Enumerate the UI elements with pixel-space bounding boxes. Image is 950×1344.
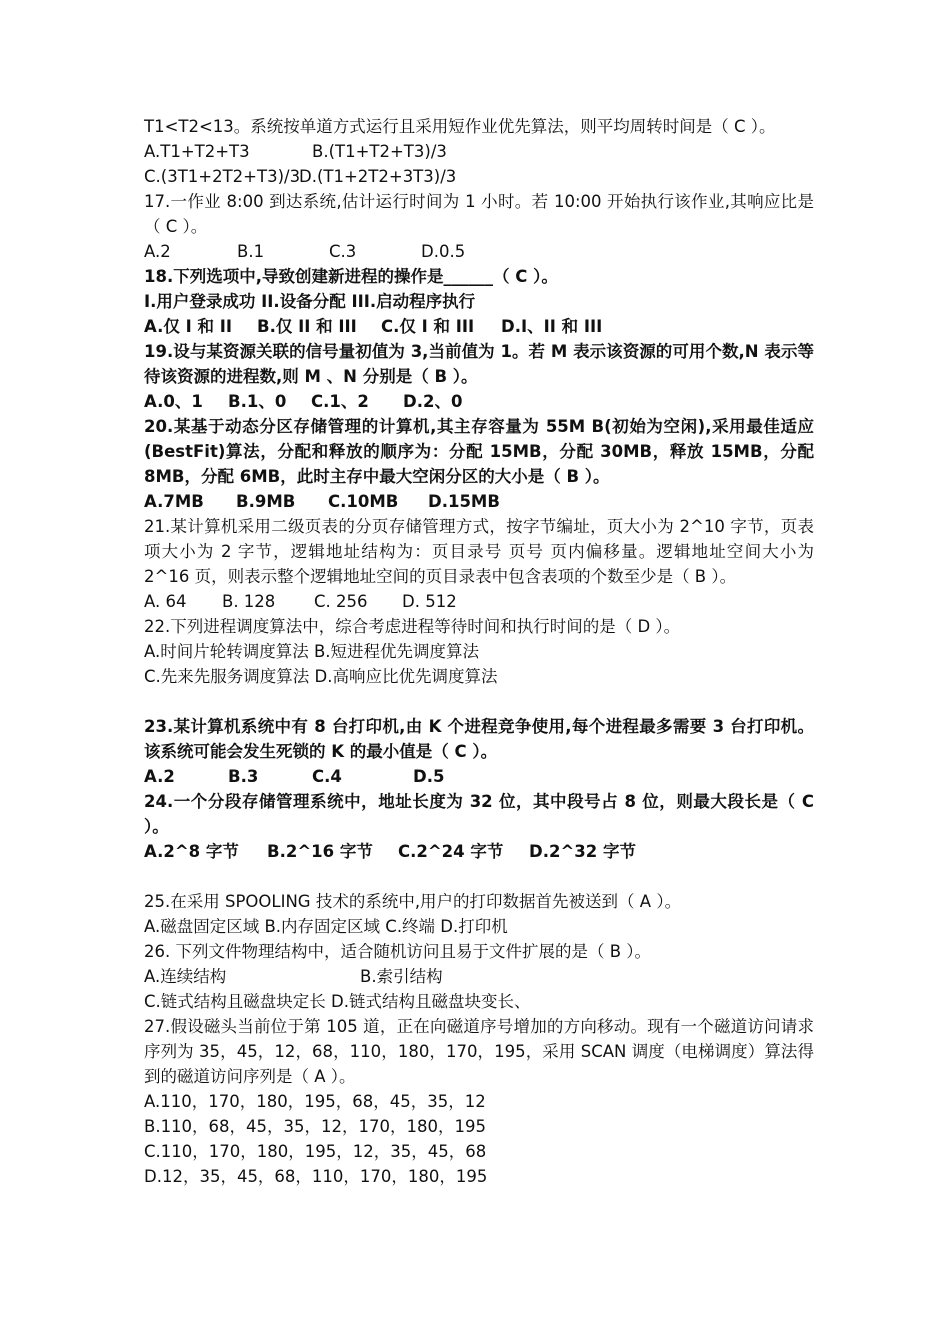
- answer-options: [144, 589, 814, 614]
- text-line: A.磁盘固定区域 B.内存固定区域 C.终端 D.打印机: [144, 917, 508, 936]
- answer-option: A.0、1: [144, 392, 203, 411]
- answer-option: B.(T1+T2+T3)/3: [312, 142, 447, 161]
- text-line: A.时间片轮转调度算法 B.短进程优先调度算法: [144, 642, 480, 661]
- answer-option: C.3: [329, 242, 357, 261]
- answer-options: [144, 389, 814, 414]
- answer-option: A.2: [144, 767, 175, 786]
- answer-options: [144, 139, 814, 164]
- text-line: C.先来先服务调度算法 D.高响应比优先调度算法: [144, 667, 498, 686]
- answer-option: C.10MB: [328, 492, 399, 511]
- blank-line: [144, 864, 814, 889]
- blank-line: [144, 689, 814, 714]
- answer-option: D.I、II 和 III: [501, 317, 603, 336]
- answer-option: B.3: [228, 767, 259, 786]
- answer-option: D.2、0: [403, 392, 463, 411]
- answer-option: B. 128: [222, 592, 276, 611]
- answer-option: A.2: [144, 242, 171, 261]
- answer-options: [144, 839, 814, 864]
- answer-option: B.仅 II 和 III: [257, 317, 357, 336]
- answer-option: D.(T1+2T2+3T3)/3: [299, 167, 457, 186]
- answer-options: [144, 314, 814, 339]
- answer-option: B.2^16 字节: [267, 842, 373, 861]
- answer-option: D.0.5: [421, 242, 466, 261]
- answer-options: [144, 489, 814, 514]
- text-line: 17.一作业 8:00 到达系统,估计运行时间为 1 小时。若 10:00 开始执行该作业,其响应比是（ C ）。: [144, 192, 814, 236]
- answer-options: [144, 764, 814, 789]
- text-line: 25.在采用 SPOOLING 技术的系统中,用户的打印数据首先被送到（ A ）。: [144, 892, 682, 911]
- answer-options: [144, 164, 814, 189]
- answer-option: A.2^8 字节: [144, 842, 239, 861]
- text-line: 21.某计算机采用二级页表的分页存储管理方式，按字节编址，页大小为 2^10 字节，页表项大小为 2 字节，逻辑地址结构为：页目录号 页号 页内偏移量。逻辑地址空间大小为 2^16 页，则表示整个逻辑地址空间的页目录表中包含表项的个数至少是（ B ）。: [144, 517, 814, 586]
- answer-option: A.7MB: [144, 492, 204, 511]
- answer-option: B.1、0: [228, 392, 287, 411]
- text-line: I.用户登录成功 II.设备分配 III.启动程序执行: [144, 292, 476, 311]
- text-line: C.链式结构且磁盘块定长 D.链式结构且磁盘块变长、: [144, 992, 531, 1011]
- answer-option: C.4: [312, 767, 342, 786]
- answer-option: A.T1+T2+T3: [144, 142, 250, 161]
- text-line: C.110，170，180，195，12，35，45，68: [144, 1142, 487, 1161]
- answer-option: B.9MB: [236, 492, 296, 511]
- text-line: T1<T2<13。系统按单道方式运行且采用短作业优先算法，则平均周转时间是（ C ）。: [144, 117, 776, 136]
- answer-option: D. 512: [402, 592, 457, 611]
- answer-option: D.5: [413, 767, 445, 786]
- answer-option: D.15MB: [428, 492, 500, 511]
- answer-option: C.1、2: [311, 392, 369, 411]
- text-line: 26. 下列文件物理结构中，适合随机访问且易于文件扩展的是（ B ）。: [144, 942, 652, 961]
- text-line: 24.一个分段存储管理系统中，地址长度为 32 位，其中段号占 8 位，则最大段长是（ C ）。: [144, 792, 814, 836]
- answer-options: [144, 964, 814, 989]
- answer-option: A. 64: [144, 592, 187, 611]
- text-line: 19.设与某资源关联的信号量初值为 3,当前值为 1。若 M 表示该资源的可用个数,N 表示等待该资源的进程数,则 M 、N 分别是（ B ）。: [144, 342, 814, 386]
- answer-option: B.1: [237, 242, 265, 261]
- exam-questions: [144, 114, 814, 1189]
- answer-options: [144, 239, 814, 264]
- answer-option: B.索引结构: [360, 967, 443, 986]
- text-line: B.110，68，45，35，12，170，180，195: [144, 1117, 487, 1136]
- text-line: A.110，170，180，195，68，45，35，12: [144, 1092, 486, 1111]
- answer-option: A.仅 I 和 II: [144, 317, 232, 336]
- answer-option: C. 256: [314, 592, 368, 611]
- text-line: 18.下列选项中,导致创建新进程的操作是______（ C ）。: [144, 267, 558, 286]
- text-line: 20.某基于动态分区存储管理的计算机,其主存容量为 55M B(初始为空闲),采用最佳适应(BestFit)算法，分配和释放的顺序为：分配 15MB，分配 30MB，释放 15MB，分配 8MB，分配 6MB，此时主存中最大空闲分区的大小是（ B ）。: [144, 417, 814, 486]
- text-line: D.12，35，45，68，110，170，180，195: [144, 1167, 488, 1186]
- answer-option: A.连续结构: [144, 967, 227, 986]
- answer-option: C.(3T1+2T2+T3)/3: [144, 167, 301, 186]
- answer-option: C.仅 I 和 III: [381, 317, 475, 336]
- text-line: 23.某计算机系统中有 8 台打印机,由 K 个进程竞争使用,每个进程最多需要 3 台打印机。该系统可能会发生死锁的 K 的最小值是（ C ）。: [144, 717, 814, 761]
- answer-option: C.2^24 字节: [398, 842, 504, 861]
- text-line: 27.假设磁头当前位于第 105 道，正在向磁道序号增加的方向移动。现有一个磁道访问请求序列为 35，45，12，68，110，180，170，195，采用 SCAN 调度（电梯调度）算法得到的磁道访问序列是（ A ）。: [144, 1017, 814, 1086]
- text-line: 22.下列进程调度算法中，综合考虑进程等待时间和执行时间的是（ D ）。: [144, 617, 681, 636]
- answer-option: D.2^32 字节: [529, 842, 636, 861]
